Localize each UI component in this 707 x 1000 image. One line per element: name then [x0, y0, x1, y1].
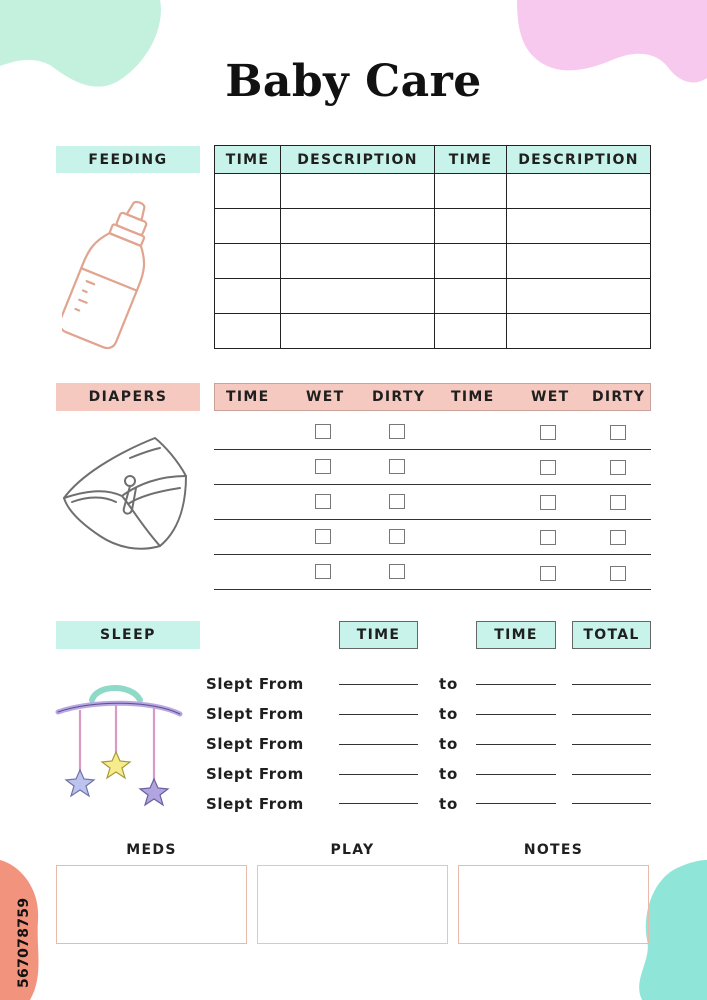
- feeding-table: [214, 145, 651, 349]
- meds-box[interactable]: [56, 865, 247, 944]
- feeding-cell[interactable]: [281, 244, 435, 279]
- to-label: to: [439, 675, 459, 693]
- sleep-end-line[interactable]: [476, 714, 556, 715]
- dirty-checkbox[interactable]: [610, 566, 626, 581]
- diapers-header-wet-1: WET: [306, 389, 345, 405]
- feeding-row: [215, 279, 651, 314]
- feeding-cell[interactable]: [507, 279, 651, 314]
- feeding-label: FEEDING: [56, 146, 200, 173]
- dirty-checkbox[interactable]: [389, 424, 405, 439]
- page-title: Baby Care: [225, 56, 482, 107]
- play-title: PLAY: [330, 842, 375, 858]
- feeding-cell[interactable]: [507, 314, 651, 349]
- dirty-checkbox[interactable]: [610, 460, 626, 475]
- diapers-header-dirty-1: DIRTY: [372, 389, 426, 405]
- diapers-header-wet-2: WET: [531, 389, 570, 405]
- feeding-cell[interactable]: [215, 209, 281, 244]
- feeding-header-row: [215, 146, 651, 174]
- to-label: to: [439, 705, 459, 723]
- play-box[interactable]: [257, 865, 448, 944]
- feeding-row: [215, 209, 651, 244]
- slept-from-label: Slept From: [206, 795, 304, 813]
- baby-mobile-icon: [52, 682, 187, 812]
- dirty-checkbox[interactable]: [389, 529, 405, 544]
- slept-from-label: Slept From: [206, 765, 304, 783]
- diapers-row-line: [214, 484, 651, 485]
- feeding-cell[interactable]: [435, 174, 507, 209]
- feeding-header-description-1: DESCRIPTION: [281, 146, 435, 174]
- sleep-end-line[interactable]: [476, 803, 556, 804]
- to-label: to: [439, 765, 459, 783]
- feeding-cell[interactable]: [281, 314, 435, 349]
- sleep-header-total: TOTAL: [572, 621, 651, 649]
- wet-checkbox[interactable]: [540, 460, 556, 475]
- sleep-start-line[interactable]: [339, 684, 418, 685]
- dirty-checkbox[interactable]: [389, 494, 405, 509]
- feeding-cell[interactable]: [215, 244, 281, 279]
- feeding-cell[interactable]: [215, 279, 281, 314]
- feeding-cell[interactable]: [435, 209, 507, 244]
- diapers-row-line: [214, 519, 651, 520]
- feeding-cell[interactable]: [281, 279, 435, 314]
- sleep-label: SLEEP: [56, 621, 200, 649]
- diapers-header-time-1: TIME: [226, 389, 270, 405]
- feeding-header-time-2: TIME: [435, 146, 507, 174]
- feeding-row: [215, 244, 651, 279]
- wet-checkbox[interactable]: [540, 495, 556, 510]
- feeding-row: [215, 314, 651, 349]
- sleep-header-time-1: TIME: [339, 621, 418, 649]
- wet-checkbox[interactable]: [540, 425, 556, 440]
- diapers-row-line: [214, 589, 651, 590]
- feeding-header-description-2: DESCRIPTION: [507, 146, 651, 174]
- feeding-cell[interactable]: [435, 244, 507, 279]
- feeding-cell[interactable]: [215, 174, 281, 209]
- slept-from-label: Slept From: [206, 675, 304, 693]
- slept-from-label: Slept From: [206, 705, 304, 723]
- wet-checkbox[interactable]: [540, 530, 556, 545]
- stock-id-watermark: [14, 760, 34, 1000]
- feeding-cell[interactable]: [507, 174, 651, 209]
- feeding-cell[interactable]: [435, 279, 507, 314]
- baby-bottle-icon: [62, 195, 162, 350]
- diapers-header-time-2: TIME: [451, 389, 495, 405]
- meds-title: MEDS: [126, 842, 177, 858]
- diapers-label: DIAPERS: [56, 383, 200, 411]
- wet-checkbox[interactable]: [315, 529, 331, 544]
- feeding-cell[interactable]: [281, 174, 435, 209]
- diapers-header-bar: [214, 383, 651, 411]
- sleep-total-line[interactable]: [572, 684, 651, 685]
- notes-box[interactable]: [458, 865, 649, 944]
- sleep-end-line[interactable]: [476, 744, 556, 745]
- diapers-row-line: [214, 554, 651, 555]
- feeding-cell[interactable]: [507, 209, 651, 244]
- sleep-end-line[interactable]: [476, 774, 556, 775]
- dirty-checkbox[interactable]: [610, 495, 626, 510]
- feeding-cell[interactable]: [281, 209, 435, 244]
- wet-checkbox[interactable]: [315, 564, 331, 579]
- to-label: to: [439, 795, 459, 813]
- wet-checkbox[interactable]: [540, 566, 556, 581]
- feeding-row: [215, 174, 651, 209]
- sleep-start-line[interactable]: [339, 744, 418, 745]
- feeding-cell[interactable]: [507, 244, 651, 279]
- sleep-start-line[interactable]: [339, 803, 418, 804]
- sleep-header-time-2: TIME: [476, 621, 556, 649]
- notes-title: NOTES: [523, 842, 584, 858]
- sleep-start-line[interactable]: [339, 714, 418, 715]
- sleep-start-line[interactable]: [339, 774, 418, 775]
- dirty-checkbox[interactable]: [389, 459, 405, 474]
- sleep-total-line[interactable]: [572, 774, 651, 775]
- to-label: to: [439, 735, 459, 753]
- dirty-checkbox[interactable]: [389, 564, 405, 579]
- dirty-checkbox[interactable]: [610, 425, 626, 440]
- feeding-cell[interactable]: [435, 314, 507, 349]
- sleep-end-line[interactable]: [476, 684, 556, 685]
- slept-from-label: Slept From: [206, 735, 304, 753]
- sleep-total-line[interactable]: [572, 744, 651, 745]
- wet-checkbox[interactable]: [315, 494, 331, 509]
- sleep-total-line[interactable]: [572, 803, 651, 804]
- sleep-total-line[interactable]: [572, 714, 651, 715]
- feeding-header-time-1: TIME: [215, 146, 281, 174]
- wet-checkbox[interactable]: [315, 459, 331, 474]
- feeding-cell[interactable]: [215, 314, 281, 349]
- diaper-icon: [60, 436, 190, 554]
- stock-id-text: 567078759: [16, 897, 32, 988]
- wet-checkbox[interactable]: [315, 424, 331, 439]
- diapers-row-line: [214, 449, 651, 450]
- diapers-header-dirty-2: DIRTY: [592, 389, 646, 405]
- dirty-checkbox[interactable]: [610, 530, 626, 545]
